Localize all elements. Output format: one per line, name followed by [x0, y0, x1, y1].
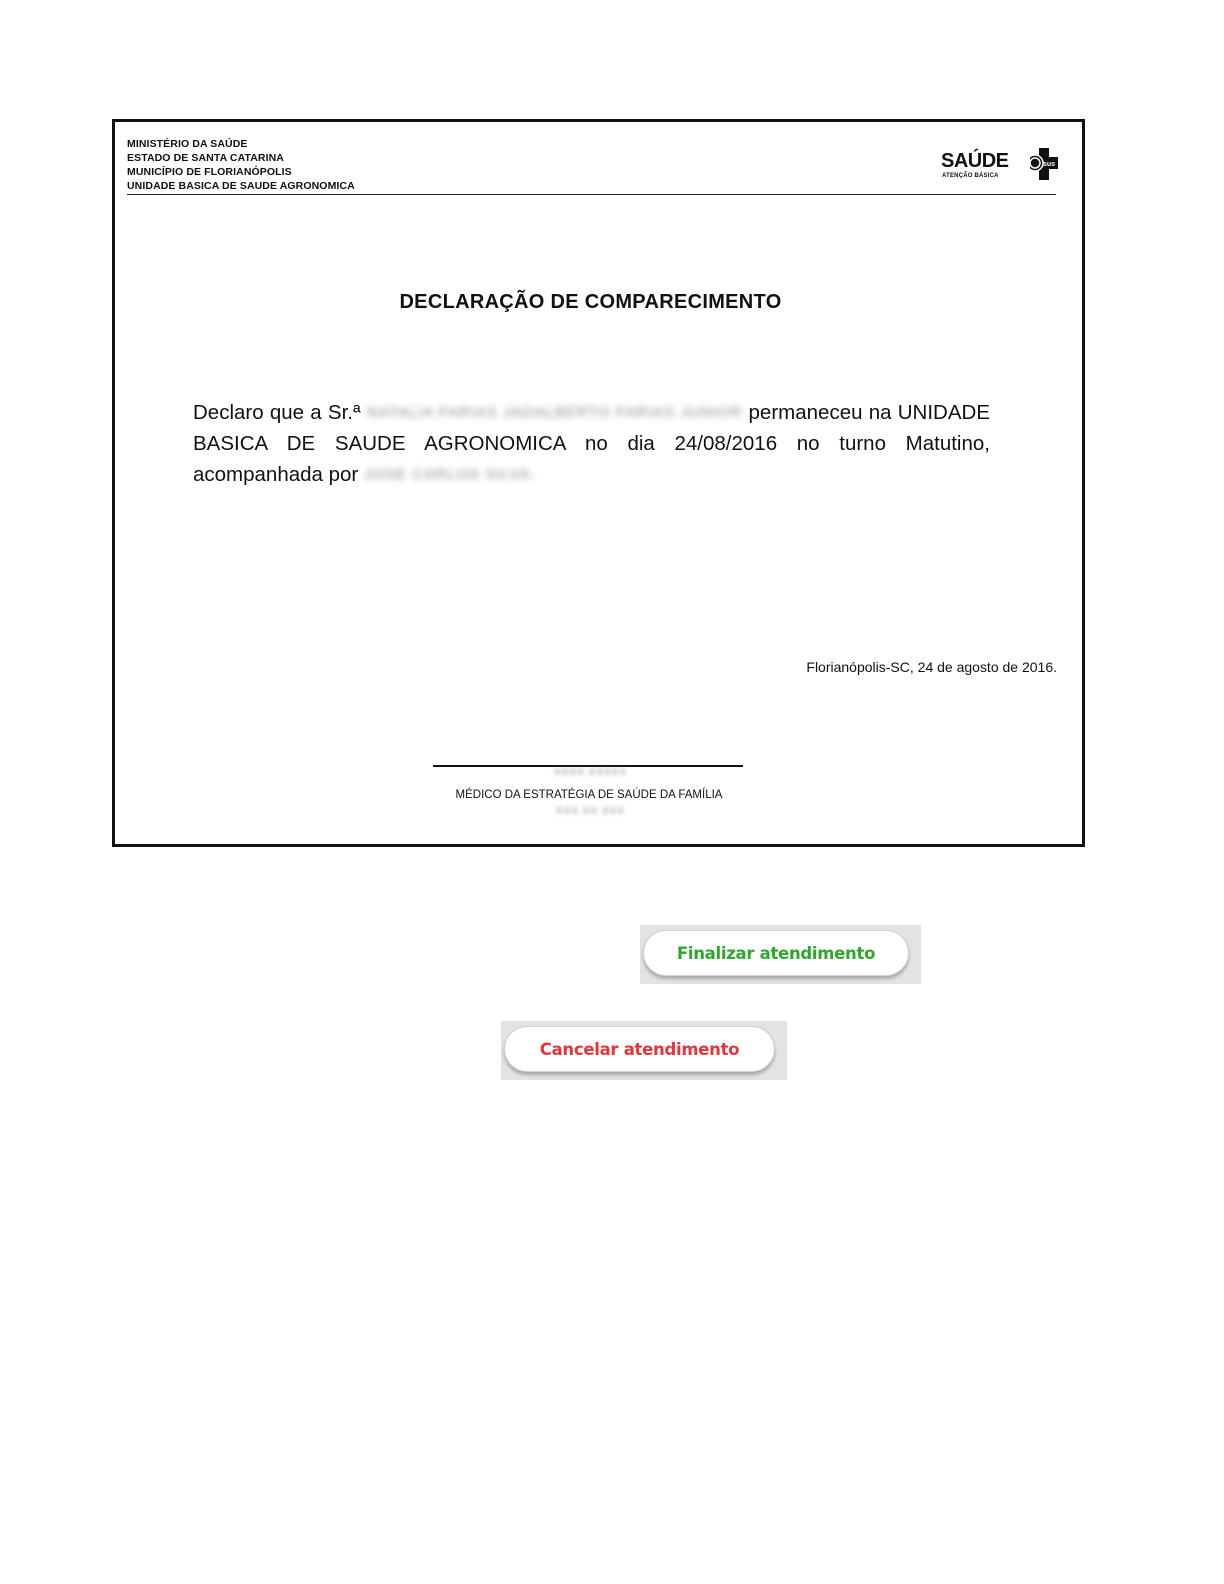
header-divider: [127, 194, 1056, 195]
declaration-body: [193, 397, 990, 490]
logo-word: SAÚDE: [941, 150, 1009, 172]
signer-name-redacted: XXXX XXXXX: [554, 767, 627, 778]
body-part2: permaneceu na UNIDADE BASICA DE SAUDE AGRONOMICA no dia 24/08/2016 no turno Matutino, acompanhada por: [193, 401, 991, 486]
signer-role: MÉDICO DA ESTRATÉGIA DE SAÚDE DA FAMÍLIA: [455, 789, 723, 801]
logo-subtitle: ATENÇÃO BÁSICA: [942, 173, 999, 179]
signer-registry-redacted: XXX XX XXX: [556, 806, 625, 817]
finalizar-button-container: [640, 925, 921, 984]
finalizar-atendimento-button[interactable]: Finalizar atendimento: [643, 930, 909, 976]
document-header: [127, 137, 355, 193]
document-title: DECLARAÇÃO DE COMPARECIMENTO: [399, 291, 782, 313]
saude-esus-logo: [941, 148, 1061, 182]
esus-cross-icon: [1030, 148, 1058, 180]
patient-name-redacted: NATALIA FARIAS JADALBERTO FARIAS JUNIOR: [366, 404, 743, 421]
logo-badge: sus: [1042, 161, 1056, 168]
header-line-ministry: MINISTÉRIO DA SAÚDE: [127, 138, 248, 150]
body-part1: Declaro que a Sr.ª: [193, 401, 361, 424]
declaration-document: [112, 119, 1085, 847]
cancelar-button-container: [501, 1021, 787, 1080]
date-place-line: Florianópolis-SC, 24 de agosto de 2016.: [806, 659, 1057, 675]
header-line-municipality: MUNICÍPIO DE FLORIANÓPOLIS: [127, 166, 292, 178]
header-line-state: ESTADO DE SANTA CATARINA: [127, 152, 284, 164]
header-line-unit: UNIDADE BASICA DE SAUDE AGRONOMICA: [127, 180, 355, 192]
companion-name-redacted: JOSE CARLOS SILVA.: [363, 466, 536, 483]
cancelar-atendimento-button[interactable]: Cancelar atendimento: [504, 1026, 775, 1072]
